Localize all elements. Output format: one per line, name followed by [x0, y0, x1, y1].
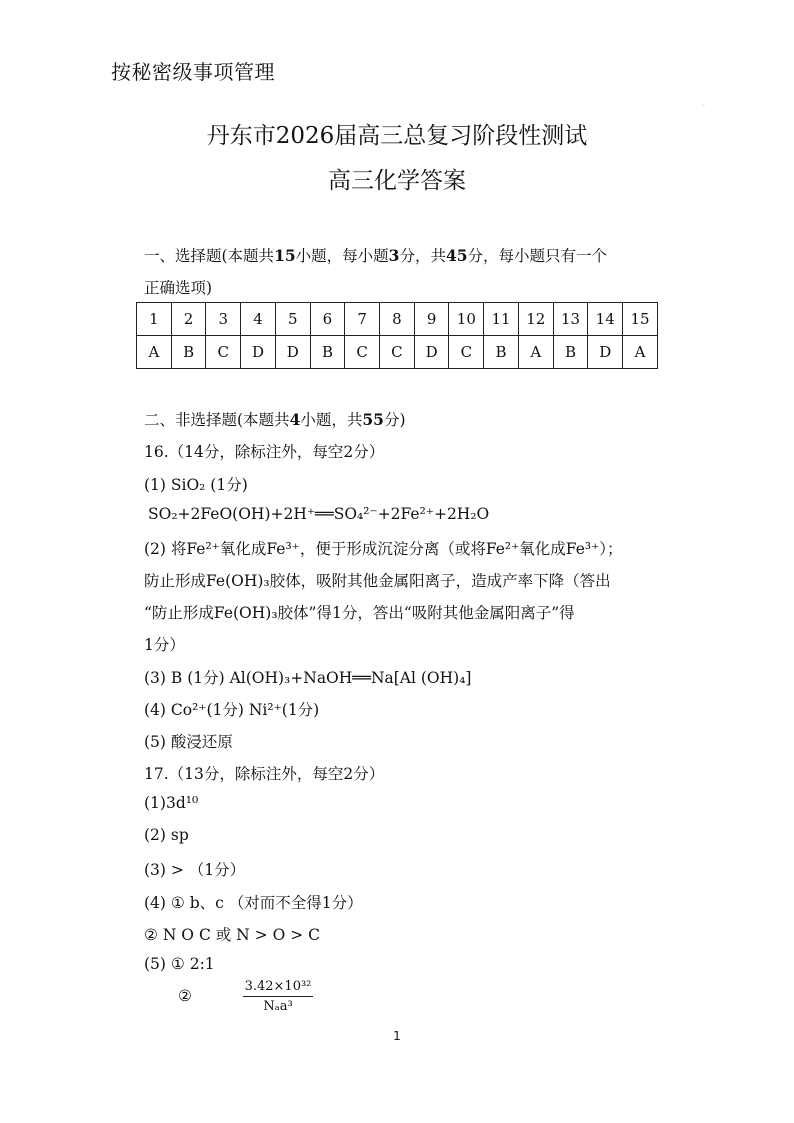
q16-answer-2: (2) 将Fe²⁺氧化成Fe³⁺，便于形成沉淀分离（或将Fe²⁺氧化成Fe³⁺）；	[144, 540, 623, 558]
q16-answer-3: (3) B (1分) Al(OH)₃+NaOH══Na[Al (OH)₄]	[144, 669, 472, 687]
question-number-cell: 15	[623, 303, 658, 336]
q16-answer-2-line3: “防止形成Fe(OH)₃胶体”得1分，答出“吸附其他金属阳离子”得	[144, 604, 575, 622]
q16-answer-5: (5) 酸浸还原	[144, 733, 233, 751]
answer-cell: C	[380, 336, 415, 369]
answer-cell: C	[449, 336, 484, 369]
answer-table-answers	[137, 336, 658, 369]
question-number-cell: 13	[553, 303, 588, 336]
answer-cell: D	[588, 336, 623, 369]
q17-answer-3: (3) > （1分）	[144, 861, 246, 879]
answer-cell: A	[518, 336, 553, 369]
page-number: 1	[393, 1029, 401, 1043]
answer-cell: D	[414, 336, 449, 369]
q16-answer-2-line4: 1分）	[144, 636, 185, 654]
q17-answer-4b: ② N O C 或 N > O > C	[144, 926, 320, 944]
question-number-cell: 14	[588, 303, 623, 336]
question-number-cell: 12	[518, 303, 553, 336]
q17-answer-5: (5) ① 2:1	[144, 955, 215, 973]
section1-heading: 一、选择题(本题共15小题，每小题3分，共45分，每小题只有一个	[144, 246, 608, 265]
q17-answer-4: (4) ① b、c （对而不全得1分）	[144, 894, 363, 912]
density-fraction	[243, 979, 313, 1014]
answer-cell: B	[484, 336, 519, 369]
answer-cell: C	[206, 336, 241, 369]
q16-header: 16.（14分，除标注外，每空2分）	[144, 443, 385, 461]
question-number-cell: 9	[414, 303, 449, 336]
answer-table-numbers	[137, 303, 658, 336]
fraction-numerator: 3.42×10³²	[243, 979, 313, 997]
exam-title: 丹东市2026届高三总复习阶段性测试	[206, 123, 588, 149]
q16-answer-4: (4) Co²⁺(1分) Ni²⁺(1分)	[144, 701, 320, 719]
question-number-cell: 5	[275, 303, 310, 336]
answer-cell: B	[171, 336, 206, 369]
q17-answer-1: (1)3d¹⁰	[144, 794, 199, 812]
section2-heading: 二、非选择题(本题共4小题，共55分)	[144, 410, 406, 429]
marker-dot: .	[703, 100, 705, 107]
answer-cell: B	[553, 336, 588, 369]
q16-answer-2-line2: 防止形成Fe(OH)₃胶体，吸附其他金属阳离子，造成产率下降（答出	[144, 572, 611, 590]
question-number-cell: 11	[484, 303, 519, 336]
q17-answer-5b-label: ②	[178, 987, 192, 1005]
question-number-cell: 6	[310, 303, 345, 336]
q16-answer-1: (1) SiO₂ (1分)	[144, 476, 248, 494]
question-number-cell: 7	[345, 303, 380, 336]
answer-cell: A	[623, 336, 658, 369]
exam-subtitle: 高三化学答案	[328, 168, 466, 194]
answer-cell: B	[310, 336, 345, 369]
q17-header: 17.（13分，除标注外，每空2分）	[144, 765, 385, 783]
answer-cell: C	[345, 336, 380, 369]
section1-heading-cont: 正确选项)	[144, 279, 213, 297]
question-number-cell: 2	[171, 303, 206, 336]
answer-cell: D	[275, 336, 310, 369]
q16-equation-1: SO₂+2FeO(OH)+2H⁺══SO₄²⁻+2Fe²⁺+2H₂O	[148, 505, 490, 523]
question-number-cell: 8	[380, 303, 415, 336]
question-number-cell: 10	[449, 303, 484, 336]
question-number-cell: 4	[241, 303, 276, 336]
answer-cell: D	[241, 336, 276, 369]
question-number-cell: 3	[206, 303, 241, 336]
question-number-cell: 1	[137, 303, 172, 336]
q17-answer-2: (2) sp	[144, 826, 189, 844]
answer-table	[136, 302, 658, 369]
answer-cell: A	[137, 336, 172, 369]
confidentiality-label: 按秘密级事项管理	[111, 60, 275, 84]
fraction-denominator: Nₐa³	[263, 999, 293, 1014]
